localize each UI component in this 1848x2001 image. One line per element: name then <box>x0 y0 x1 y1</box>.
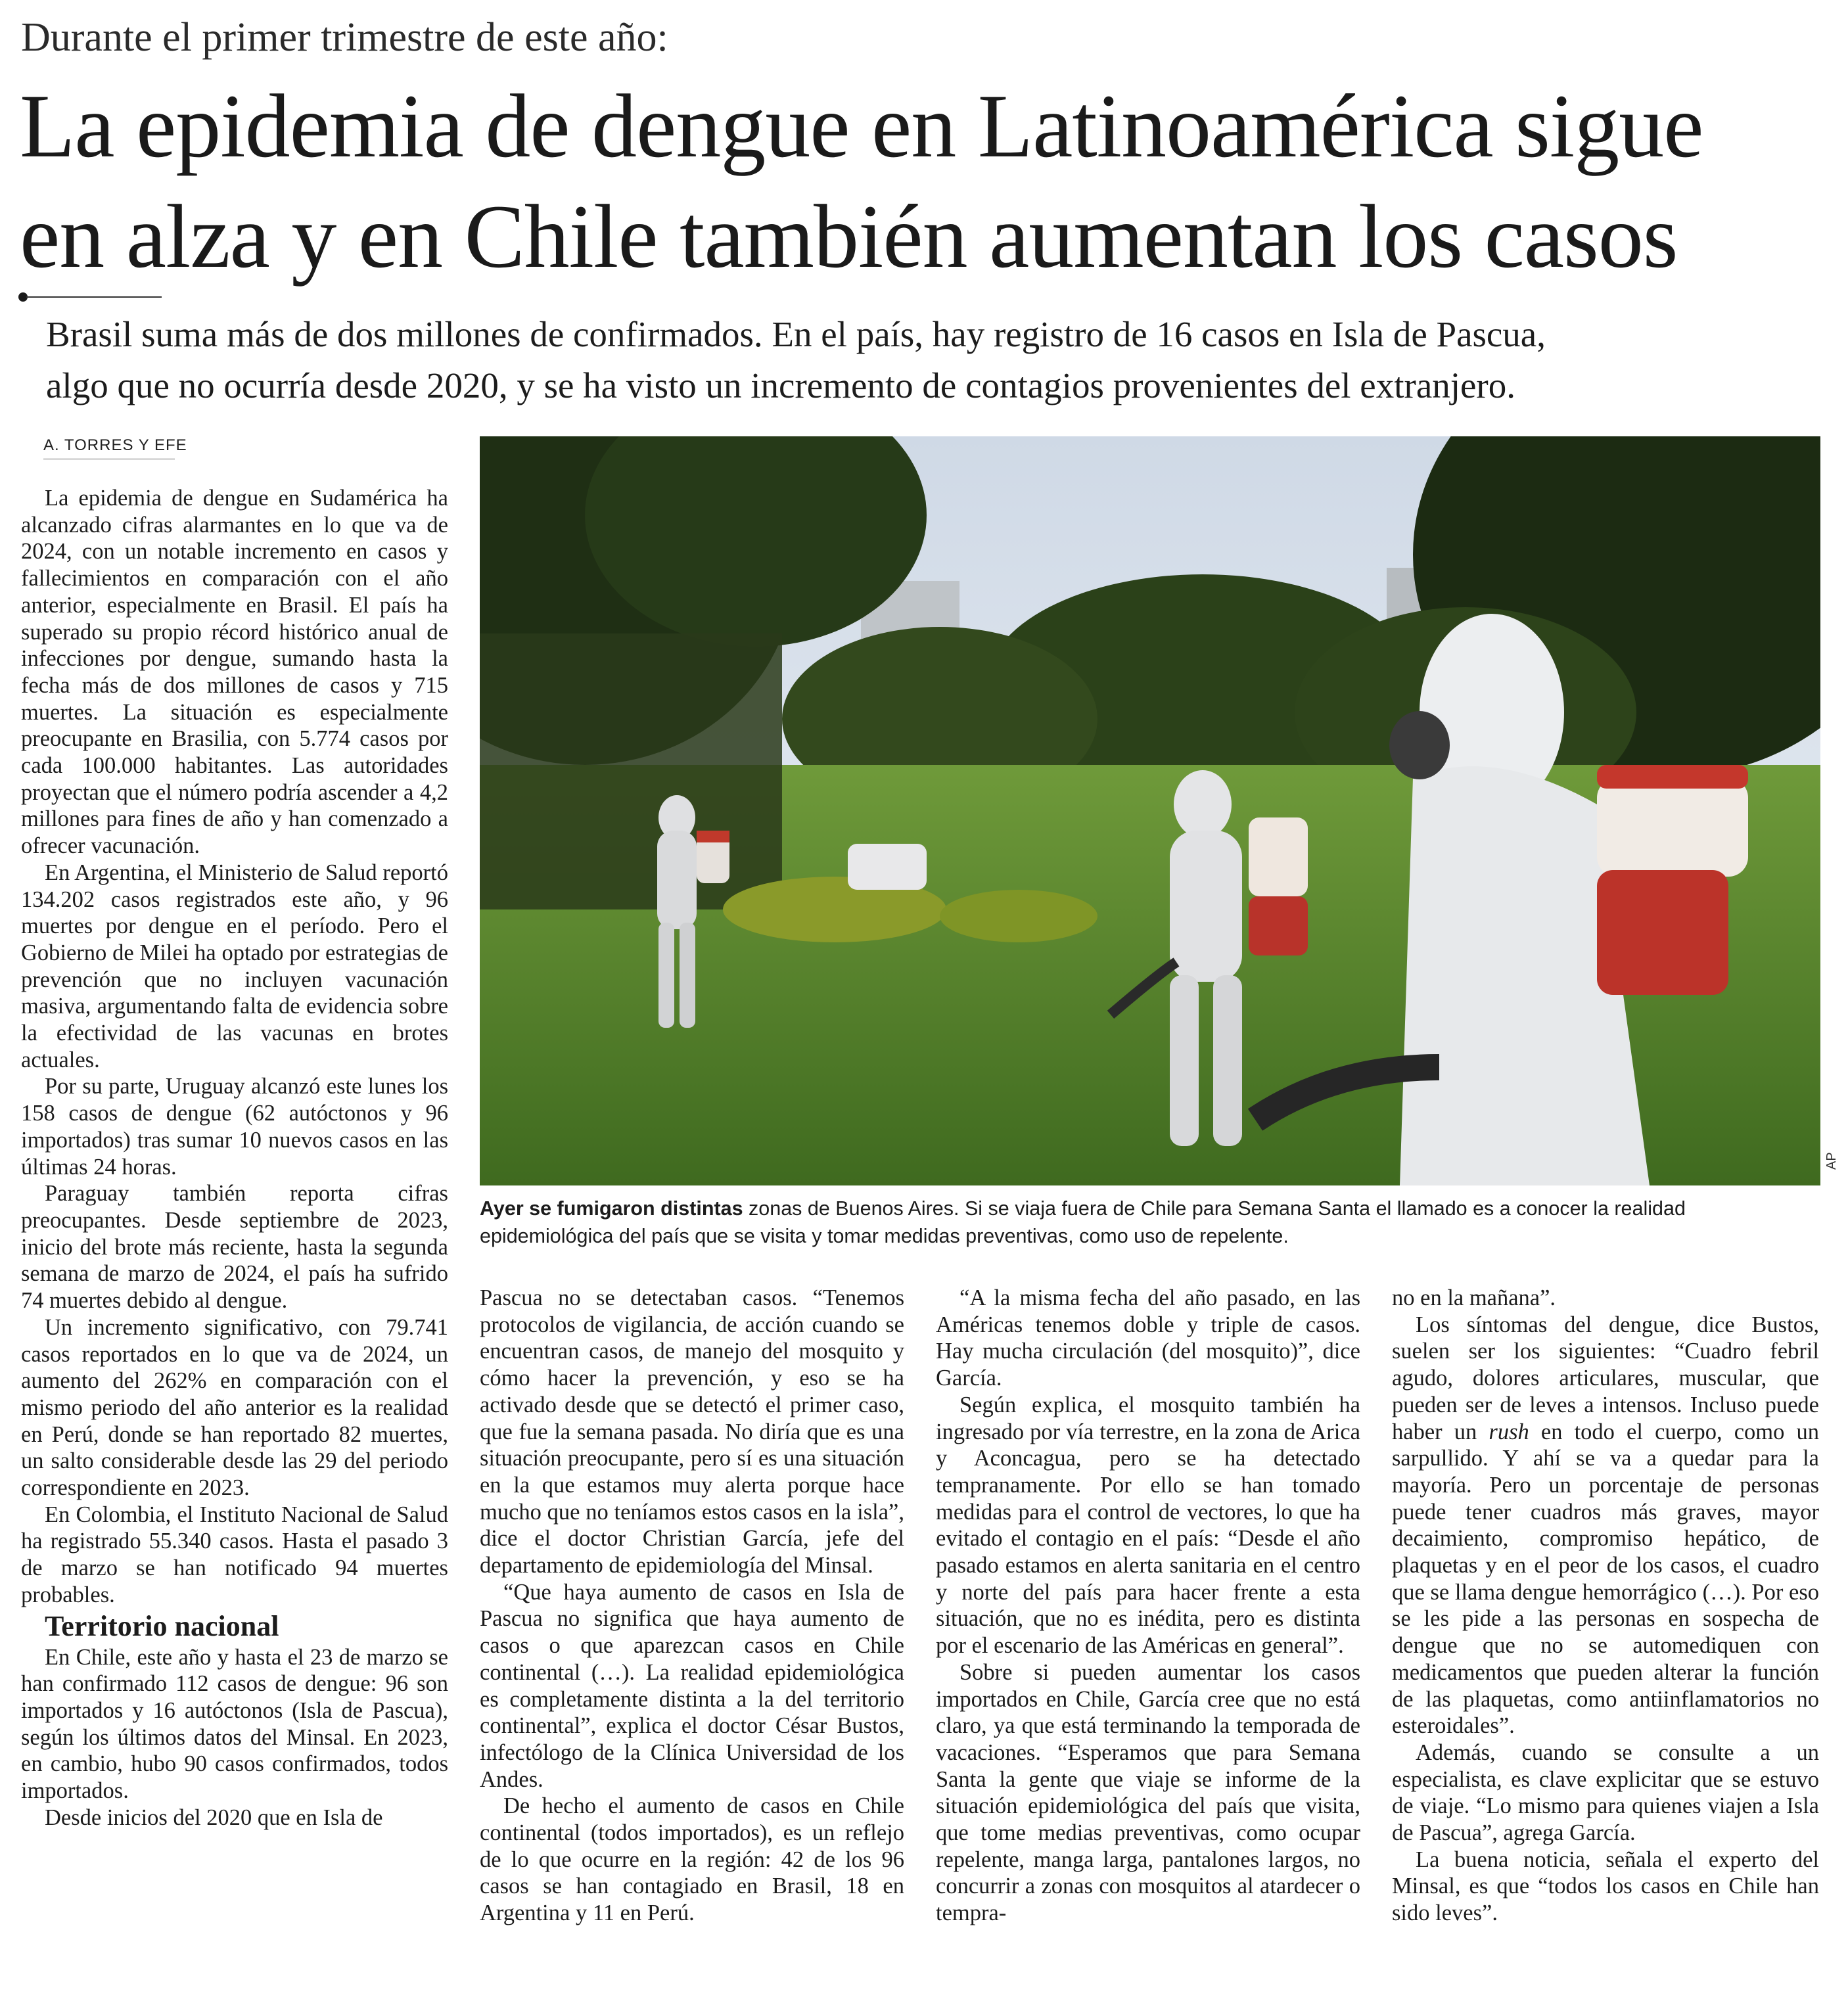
paragraph <box>1392 1312 1819 1739</box>
paragraph: Por su parte, Uruguay alcanzó este lunes los 158 casos de dengue (62 autóctonos y 96 importados) tras sumar 10 nuevos casos en las últimas 24 horas. <box>21 1074 448 1180</box>
headline <box>20 71 1703 292</box>
paragraph: La epidemia de dengue en Sudamérica ha alcanzado cifras alarmantes en lo que va de 2024, con un notable incremento en casos y fallecimientos en comparación con el año anterior, especialmente en Brasil. El país ha superado su propio récord histórico anual de infecciones por dengue, sumando hasta la fecha más de dos millones de casos y 715 muertes. La situación es especialmente preocupante en Brasilia, con 5.774 casos por cada 100.000 habitantes. Las autoridades proyectan que el número podría ascender a 4,2 millones para fines de año y han comenzado a ofrecer vacunación. <box>21 486 448 859</box>
caption-line <box>480 1195 1820 1222</box>
text-run: Los síntomas del dengue, dice Bustos, suelen ser los siguientes: “Cuadro febril agudo, dolores articulares, muscular, que pueden ser de leves a intensos. Incluso puede haber un <box>1392 1312 1819 1444</box>
byline: A. TORRES Y EFE <box>43 436 187 454</box>
paragraph: “A la misma fecha del año pasado, en las Américas tenemos doble y triple de casos. Hay mucha circulación (del mosquito)”, dice García. <box>936 1285 1360 1391</box>
caption-text: zonas de Buenos Aires. Si se viaja fuera de Chile para Semana Santa el llamado es a conocer la realidad <box>743 1197 1686 1220</box>
italic-word: rush <box>1489 1419 1529 1444</box>
paragraph: Desde inicios del 2020 que en Isla de <box>45 1805 383 1830</box>
fumigation-scene-illustration <box>480 436 1820 1185</box>
deck-line: algo que no ocurría desde 2020, y se ha visto un incremento de contagios provenientes del extranjero. <box>46 365 1515 405</box>
article-column-2 <box>480 1285 904 1927</box>
deck-line: Brasil suma más de dos millones de confirmados. En el país, hay registro de 16 casos en Isla de Pascua, <box>46 314 1546 354</box>
paragraph: Según explica, el mosquito también ha ingresado por vía terrestre, en la zona de Arica y Aconcagua, pero se ha detectado tempranamente. Por ello se han tomado medidas para el control de vectores, lo que ha evitado el contagio en el país: “Desde el año pasado estamos en alerta sanitaria en el centro y norte del país para hacer frente a esta situación, que no es inédita, pero es distinta por el escenario de las Américas en general”. <box>936 1392 1360 1659</box>
photo-credit: AP <box>1824 1152 1839 1170</box>
deck-rule <box>26 296 162 298</box>
paragraph: Además, cuando se consulte a un especialista, es clave explicitar que se estuvo de viaje. “Lo mismo para quienes viajen a Isla de Pascua”, agrega García. <box>1392 1739 1819 1846</box>
article-column-1 <box>21 485 448 1831</box>
section-subhead: Territorio nacional <box>45 1609 279 1642</box>
paragraph: La buena noticia, señala el experto del Minsal, es que “todos los casos en Chile han sido leves”. <box>1392 1847 1819 1926</box>
paragraph: Pascua no se detectaban casos. “Tenemos protocolos de vigilancia, de acción cuando se encuentran casos, de manejo del mosquito y cómo hacer la prevención, y eso se ha activado desde que se detectó el primer caso, que fue la semana pasada. No diría que es una situación preocupante, pero sí es una situación en la que estamos muy alerta porque hace mucho que no teníamos estos casos en la isla”, dice el doctor Christian García, jefe del departamento de epidemiología del Minsal. <box>480 1285 904 1578</box>
paragraph: Sobre si pueden aumentar los casos importados en Chile, García cree que no está claro, ya que está terminando la temporada de vacaciones. “Esperamos que para Semana Santa la gente que viaje se informe de la situación epidemiológica del país que visita, que tome medias preventivas, como ocupar repelente, manga larga, pantalones largos, no concurrir a zonas con mosquitos al atardecer o tempra- <box>936 1659 1360 1926</box>
text-run: en todo el cuerpo, como un sarpullido. Y ahí se va a quedar para la mayoría. Pero un porcentaje de personas puede tener cuadros más graves, mayor decaimiento, compromiso hepático, de plaquetas y en el peor de los casos, el cuadro que se llama dengue hemorrágico (…). Por eso se les pide a las personas en sospecha de dengue que no se automediquen con medicamentos que pueden alterar la función de las plaquetas, como antiinflamatorios no esteroidales”. <box>1392 1419 1819 1739</box>
headline-line: en alza y en Chile también aumentan los casos <box>20 186 1678 287</box>
kicker: Durante el primer trimestre de este año: <box>21 15 668 60</box>
headline-line: La epidemia de dengue en Latinoamérica sigue <box>20 76 1703 176</box>
paragraph: no en la mañana”. <box>1392 1285 1556 1310</box>
paragraph: “Que haya aumento de casos en Isla de Pascua no significa que haya aumento de casos o que aparezcan casos en Chile continental (…). La realidad epidemiológica es completamente distinta a la del territorio continental”, explica el doctor César Bustos, infectólogo de la Clínica Universidad de los Andes. <box>480 1579 904 1792</box>
deck <box>46 309 1820 411</box>
paragraph: En Argentina, el Ministerio de Salud reportó 134.202 casos registrados este año, y 96 muertes por dengue en el período. Pero el Gobierno de Milei ha optado por estrategias de prevención que no incluyen vacunación masiva, argumentando falta de evidencia sobre la efectividad de las vacunas en brotes actuales. <box>21 860 448 1072</box>
article-column-4 <box>1392 1285 1819 1927</box>
paragraph: De hecho el aumento de casos en Chile continental (todos importados), es un reflejo de lo que ocurre en la región: 42 de los 96 casos se han contagiado en Brasil, 18 en Argentina y 11 en Perú. <box>480 1793 904 1926</box>
article-column-3 <box>936 1285 1360 1927</box>
photo-caption <box>480 1195 1820 1250</box>
caption-lead: Ayer se fumigaron distintas <box>480 1197 743 1220</box>
paragraph: En Chile, este año y hasta el 23 de marzo se han confirmado 112 casos de dengue: 96 son importados y 16 autóctonos (Isla de Pascua), según los últimos datos del Minsal. En 2023, en cambio, hubo 90 casos confirmados, todos importados. <box>21 1644 448 1804</box>
paragraph: Paraguay también reporta cifras preocupantes. Desde septiembre de 2023, inicio del brote más reciente, hasta la segunda semana de marzo de 2024, el país ha sufrido 74 muertes debido al dengue. <box>21 1181 448 1314</box>
news-photo <box>480 436 1820 1185</box>
paragraph: Un incremento significativo, con 79.741 casos reportados en lo que va de 2024, un aumento del 262% en comparación con el mismo periodo del año anterior es la realidad en Perú, donde se han reportado 82 muertes, un salto considerable desde las 29 del periodo correspondiente en 2023. <box>21 1314 448 1501</box>
paragraph: En Colombia, el Instituto Nacional de Salud ha registrado 55.340 casos. Hasta el pasado 3 de marzo se han notificado 94 muertes probables. <box>21 1502 448 1607</box>
caption-line: epidemiológica del país que se visita y tomar medidas preventivas, como uso de repelente. <box>480 1225 1289 1247</box>
